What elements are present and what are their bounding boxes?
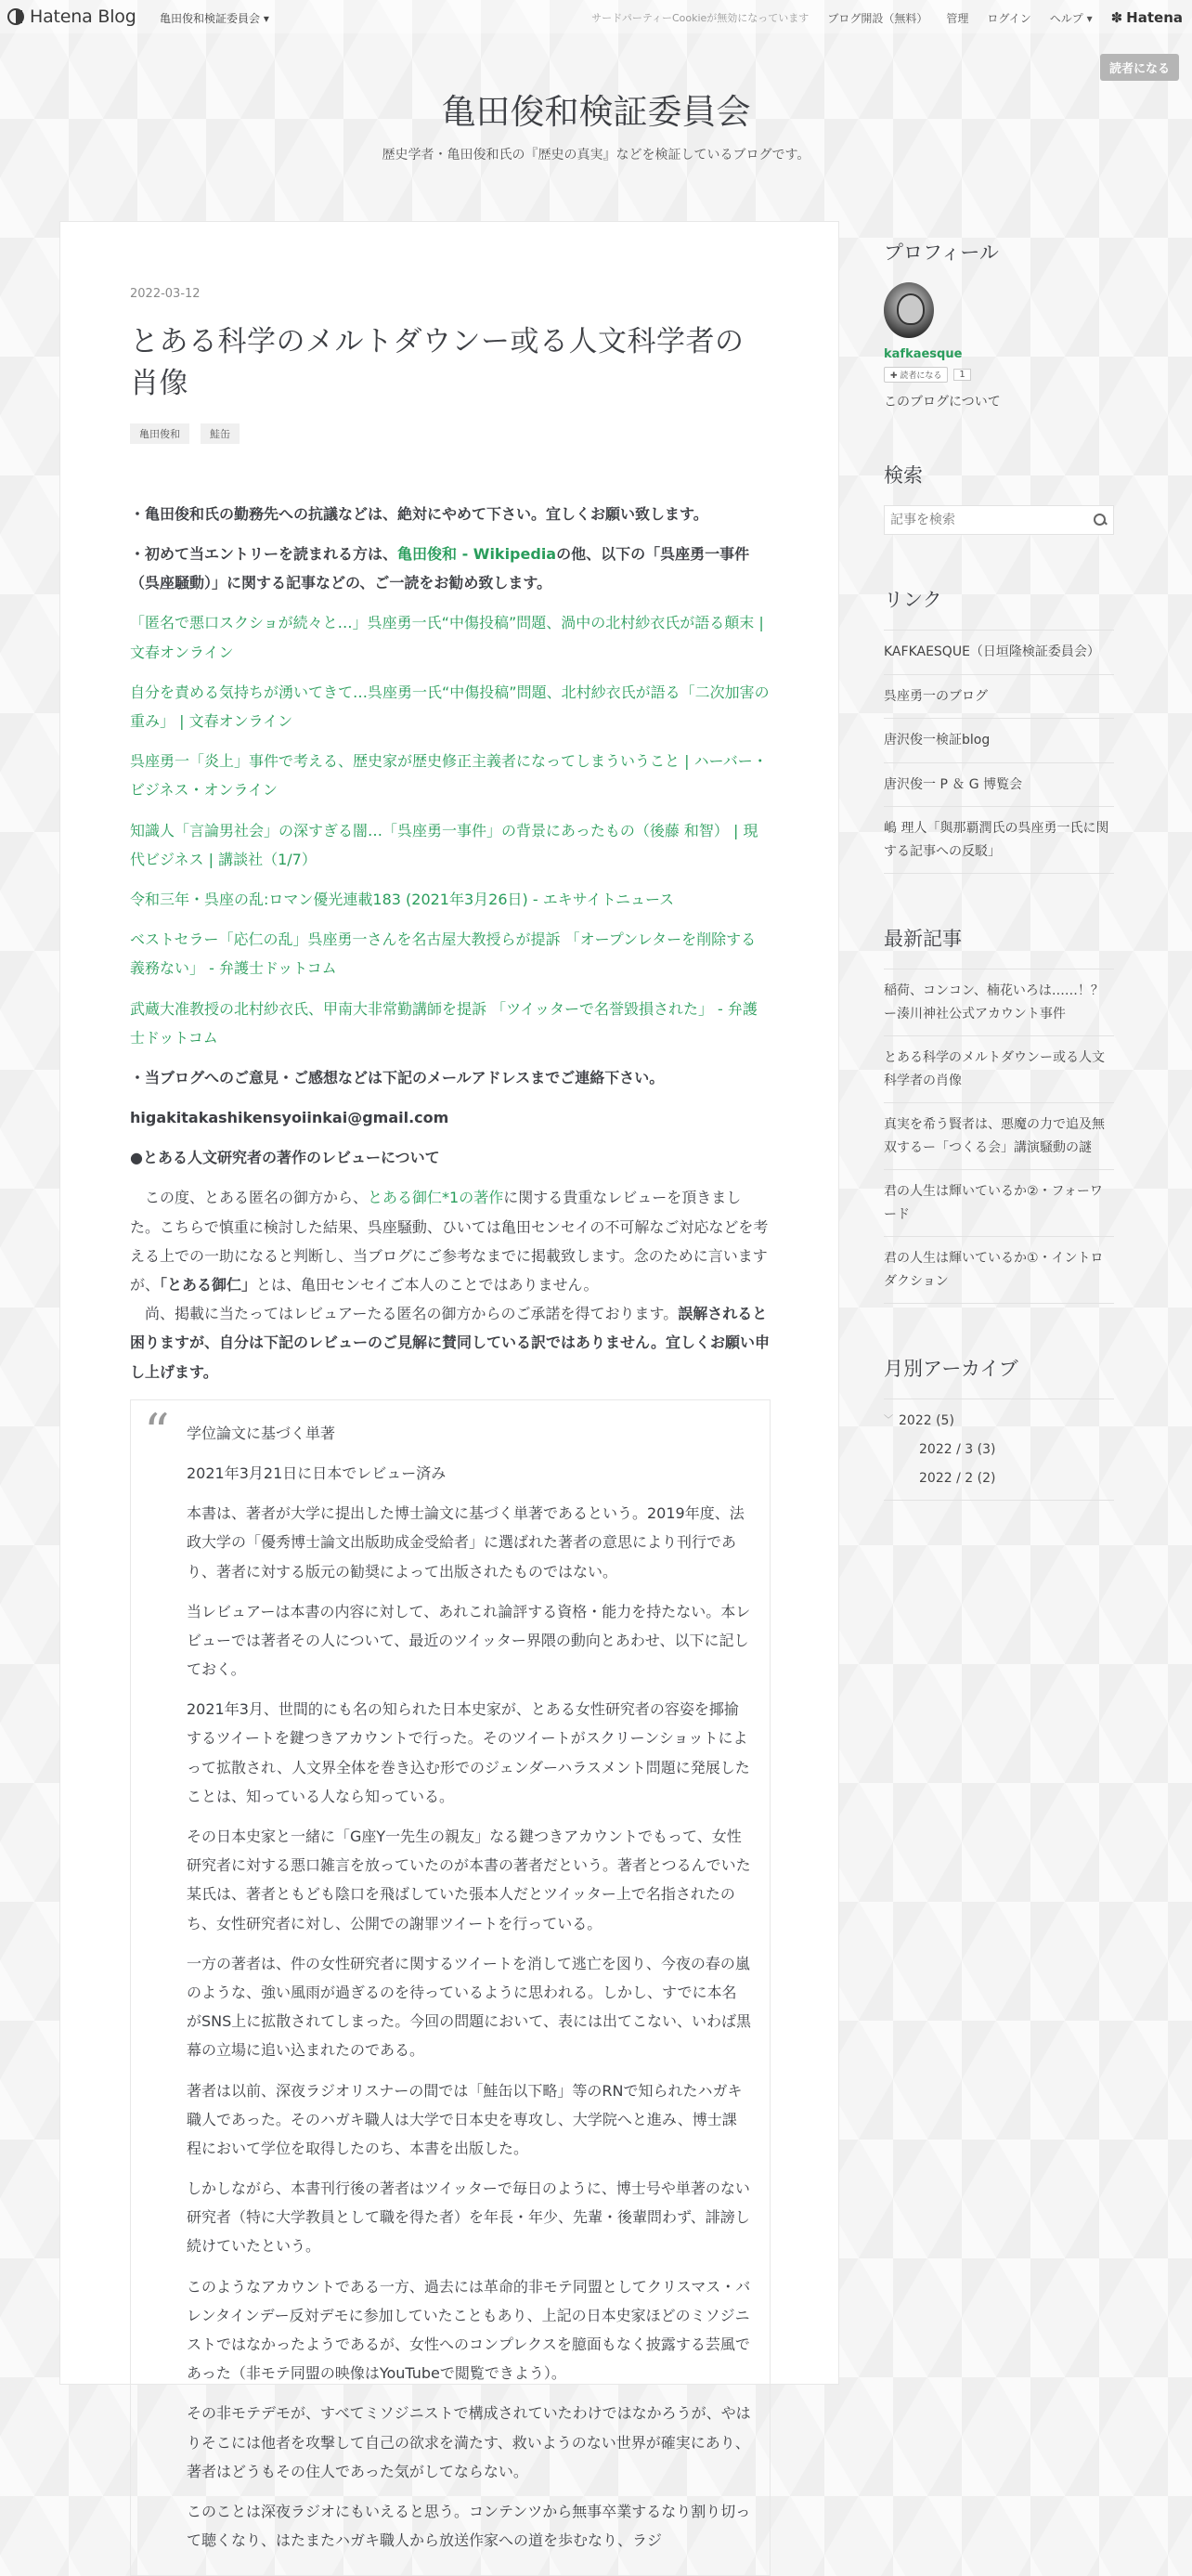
archive-year[interactable]: [884, 1407, 1114, 1436]
archive-title: 月別アーカイブ: [884, 1358, 1018, 1380]
review-heading: ●とある人文研究者の著作のレビューについて: [130, 1149, 440, 1167]
recent-entry-link[interactable]: 真実を希う賢者は、悪魔の力で追及無双するー「つくる会」講演騒動の謎: [884, 1103, 1114, 1170]
subscribe-button[interactable]: 読者になる: [1100, 54, 1179, 81]
archive-module: [884, 1337, 1114, 1501]
archive-month[interactable]: 2022 / 3 (3): [919, 1441, 996, 1457]
header-link-login[interactable]: ログイン: [987, 11, 1031, 25]
entry-body: [130, 500, 771, 2576]
category-tag[interactable]: 亀田俊和: [130, 423, 189, 444]
recent-entry-link[interactable]: 稲荷、コンコン、楠花いろは……！？ー湊川神社公式アカウント事件: [884, 969, 1114, 1036]
archive-month[interactable]: 2022 / 2 (2): [919, 1470, 996, 1486]
permission-bold: 誤解されると困りますが、自分は下記のレビューのご見解に賛同している訳ではありません。宜しくお願い申し上げます。: [130, 1305, 770, 1381]
hatena-blog-logo[interactable]: [7, 7, 136, 27]
contact-paragraph: ・当ブログへのご意見・ご感想などは下記のメールアドレスまでご連絡下さい。: [130, 1068, 665, 1086]
header-link-admin[interactable]: 管理: [946, 11, 969, 25]
global-header: [0, 0, 1192, 33]
search-icon[interactable]: [1093, 513, 1108, 527]
hatena-text: Hatena: [1126, 9, 1183, 26]
links-title: リンク: [884, 589, 942, 611]
article-link[interactable]: 知識人「言論男社会」の深すぎる闇…「呉座勇一事件」の背景にあったもの（後藤 和智） | 現代ビジネス | 講談社（1/7）: [130, 821, 758, 868]
quote-line: このことは深夜ラジオにもいえると思う。コンテンツから無事卒業するなり割り切って聴くなり、はたまたハガキ職人から放送作家への道を歩むなり、ラジ: [187, 2502, 751, 2550]
contact-email: higakitakashikensyoiinkai@gmail.com: [130, 1109, 449, 1127]
intro-text-post: の他、以下の「呉座勇一事件（呉座騒動）」に関する記事などの、ご一読をお勧め致します。: [130, 545, 750, 592]
recent-list: [884, 969, 1114, 1304]
entry-date[interactable]: 2022-03-12: [130, 287, 201, 301]
notice-paragraph: ・亀田俊和氏の勤務先への抗議などは、絶対にやめて下さい。宜しくお願い致します。: [130, 504, 708, 523]
quote-line: 著者は以前、深夜ラジオリスナーの間では「鮭缶以下略」等のRNで知られたハガキ職人であった。そのハガキ職人は大学で日本史を専攻し、大学院へと進み、博士課程において学位を取得したのち、本書を出版した。: [187, 2081, 743, 2157]
recent-title: 最新記事: [884, 928, 962, 950]
search-title: 検索: [884, 464, 923, 487]
article-link[interactable]: 「匿名で悪口スクショが続々と…」呉座勇一氏“中傷投稿”問題、渦中の北村紗衣氏が語る顛末 | 文春オンライン: [130, 614, 764, 661]
article-link[interactable]: 自分を責める気持ちが湧いてきて…呉座勇一氏“中傷投稿”問題、北村紗衣氏が語る「二次加害の重み」 | 文春オンライン: [130, 683, 770, 730]
entry-categories: [130, 423, 771, 444]
header-link-start-blog[interactable]: ブログ開設（無料）: [827, 11, 928, 25]
quote-line: その非モテデモが、すべてミソジニストで構成されていたわけではなかろうが、やはりそこには他者を攻撃して自己の欲求を満たす、救いようのない世界が確実にあり、著者はどうもその住人であった気がしてならない。: [187, 2404, 751, 2480]
quote-line: 2021年3月21日に日本でレビュー済み: [187, 1464, 447, 1482]
review-intro-mid: に関する貴重なレビューを頂きました。こちらで慎重に検討した結果、呉座騒動、ひいては亀田センセイの不可解なご対応などを考える上での一助になると判断し、当ブログにご参考なまでに掲載致します。念のために言いますが、: [130, 1189, 769, 1294]
profile-buttons: [884, 367, 1114, 383]
search-box: [884, 505, 1114, 535]
article-link[interactable]: 呉座勇一「炎上」事件で考える、歴史家が歴史修正主義者になってしまういうこと | ハーバー・ビジネス・オンライン: [130, 752, 768, 800]
profile-module: [884, 221, 1114, 410]
article-link[interactable]: 武蔵大准教授の北村紗衣氏、甲南大非常勤講師を提訴 「ツイッターで名誉毀損された」 - 弁護士ドットコム: [130, 999, 758, 1047]
sidebar-link[interactable]: KAFKAESQUE（日垣隆検証委員会）: [884, 631, 1114, 675]
subscriber-count[interactable]: 1: [953, 369, 970, 381]
intro-paragraph: [130, 540, 771, 597]
hatena-logo-icon: [7, 8, 24, 25]
recent-entry-link[interactable]: とある科学のメルトダウンー或る人文科学者の肖像: [884, 1036, 1114, 1103]
chevron-down-icon[interactable]: ﹀: [884, 1415, 893, 1426]
recent-entry-link[interactable]: 君の人生は輝いているか②・フォーワード: [884, 1170, 1114, 1237]
quote-line: 当レビュアーは本書の内容に対して、あれこれ論評する資格・能力を持たない。本レビューでは著者その人について、最近のツイッター界隈の動向とあわせ、以下に記しておく。: [187, 1602, 751, 1679]
sidebar-link[interactable]: 呉座勇一のブログ: [884, 675, 1114, 720]
permission-pre: 尚、掲載に当たってはレビュアーたる匿名の御方からのご承諾を得ております。: [145, 1305, 679, 1323]
links-module: [884, 568, 1114, 874]
hatena-link[interactable]: [1111, 9, 1183, 26]
quote-line: 学位論文に基づく単著: [187, 1424, 336, 1442]
archive-list: [884, 1399, 1114, 1501]
category-tag[interactable]: 鮭缶: [201, 423, 240, 444]
recent-entry-link[interactable]: 君の人生は輝いているか①・イントロダクション: [884, 1237, 1114, 1304]
blog-menu[interactable]: 亀田俊和検証委員会 ▾: [160, 12, 269, 25]
book-link[interactable]: とある御仁*1の著作: [368, 1189, 504, 1207]
hatena-mark-icon: ✽: [1110, 9, 1123, 26]
intro-text-pre: ・初めて当エントリーを読まれる方は、: [130, 545, 398, 564]
sidebar-link[interactable]: 嶋 理人「與那覇潤氏の呉座勇一氏に関する記事への反駁」: [884, 807, 1114, 874]
about-blog-link[interactable]: このブログについて: [884, 395, 1001, 410]
search-input[interactable]: [890, 513, 1093, 527]
review-intro-paragraph: [130, 1183, 771, 1299]
profile-name[interactable]: kafkaesque: [884, 347, 963, 361]
hatena-blog-logo-text: Hatena Blog: [30, 7, 136, 27]
wikipedia-link[interactable]: 亀田俊和 - Wikipedia: [397, 545, 557, 564]
quote-line: その日本史家と一緒に「G座Y一先生の親友」なる鍵つきアカウントでもって、女性研究者に対する悪口雑言を放っていたのが本書の著者だという。著者とつるんでいた某氏は、著者ともども陰口を飛ばしていた張本人だとツイッター上で名指されたのち、女性研究者に対し、公開での謝罪ツイートを行っている。: [187, 1828, 751, 1932]
main-content: [59, 221, 839, 2550]
header-right: [591, 9, 1183, 26]
review-intro-bold: 「とある御仁」: [160, 1276, 257, 1294]
review-intro-pre: この度、とある匿名の御方から、: [145, 1189, 369, 1207]
article-link[interactable]: ベストセラー「応仁の乱」呉座勇一さんを名古屋大教授らが提訴 「オープンレターを削除する義務ない」 - 弁護士ドットコム: [130, 930, 757, 978]
search-module: [884, 444, 1114, 535]
sidebar: [884, 221, 1114, 1534]
quote-line: 2021年3月、世間的にも名の知られた日本史家が、とある女性研究者の容姿を揶揄するツイートを鍵つきアカウントで行った。そのツイートがスクリーンショットによって拡散され、人文界全体を巻き込む形でのジェンダーハラスメント問題に発展したことは、知っている人なら知っている。: [187, 1700, 750, 1805]
blog-title[interactable]: 亀田俊和検証委員会: [441, 92, 751, 132]
recent-module: [884, 907, 1114, 1304]
review-intro-post: とは、亀田センセイご本人のことではありません。: [256, 1276, 599, 1294]
quote-line: 一方の著者は、件の女性研究者に関するツイートを消して逃亡を図り、今夜の春の嵐のような、強い風雨が過ぎるのを待っているように思われる。しかし、すでに本名がSNS上に拡散されてしまった。今回の問題において、表には出てこない、いわば黒幕の立場に追い込まれたのである。: [187, 1954, 751, 2060]
quote-line: このようなアカウントである一方、過去には革命的非モテ同盟としてクリスマス・バレンタインデー反対デモに参加していたこともあり、上記の日本史家ほどのミソジニストではなかったようであるが、女性へのコンプレクスを臆面もなく披露する芸風であった（非モテ同盟の映像はYouTubeで閲覧できよう）。: [187, 2277, 751, 2383]
article-link[interactable]: 令和三年・呉座の乱:ロマン優光連載183 (2021年3月26日) - エキサイトニュース: [130, 890, 675, 908]
links-list: [884, 630, 1114, 874]
quote-mark-icon: “: [144, 1402, 170, 1462]
profile-subscribe-button[interactable]: ✚ 読者になる: [884, 367, 948, 383]
blog-description: 歴史学者・亀田俊和氏の『歴史の真実』などを検証しているブログです。: [382, 148, 810, 163]
permission-paragraph: [130, 1299, 771, 1386]
quote-line: しかしながら、本書刊行後の著者はツイッターで毎日のように、博士号や単著のない研究者（特に大学教員として職を得た者）を年長・年少、先輩・後輩問わず、誹謗し続けていたという。: [187, 2179, 750, 2256]
sidebar-link[interactable]: 唐沢俊一検証blog: [884, 719, 1114, 763]
entry: [130, 287, 771, 2576]
sidebar-link[interactable]: 唐沢俊一 P ＆ G 博覧会: [884, 763, 1114, 808]
review-quote: [130, 1399, 771, 2576]
header-link-help[interactable]: ヘルプ ▾: [1049, 11, 1093, 25]
avatar[interactable]: [884, 282, 934, 338]
profile-title: プロフィール: [884, 241, 999, 264]
quote-line: 本書は、著者が大学に提出した博士論文に基づく単著であるという。2019年度、法政大学の「優秀博士論文出版助成金受給者」に選ばれた著者の意思により刊行であり、著者に対する版元の勧奨によって出版されたものではない。: [187, 1504, 745, 1581]
cookie-notice[interactable]: サードパーティーCookieが無効になっています: [591, 12, 810, 24]
entry-title[interactable]: とある科学のメルトダウンー或る人文科学者の肖像: [130, 325, 745, 400]
archive-year-label: 2022 (5): [899, 1413, 954, 1428]
